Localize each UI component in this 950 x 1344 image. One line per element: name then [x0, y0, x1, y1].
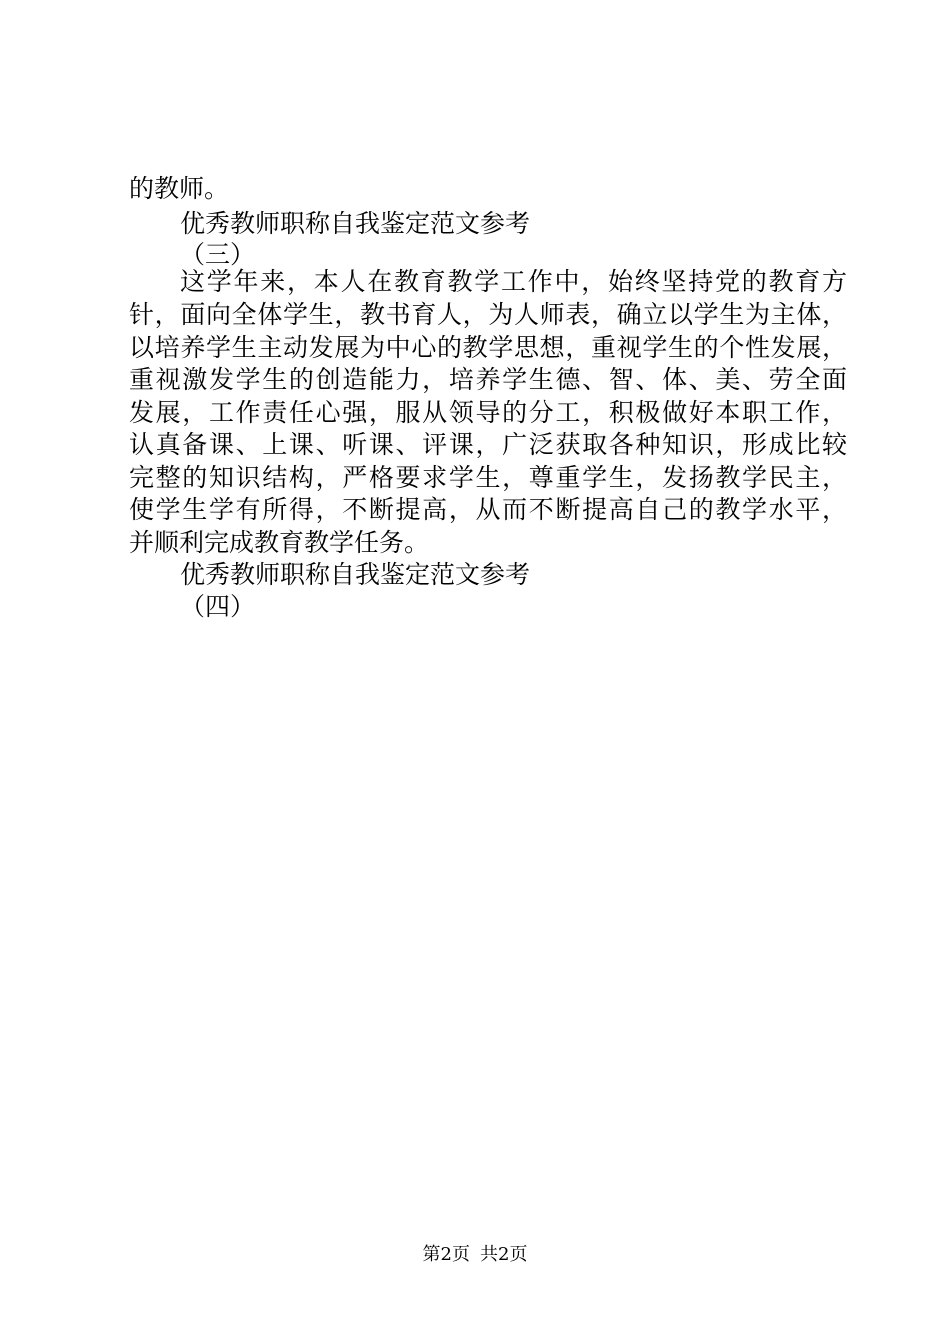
paragraph-line-1: 这学年来，本人在教育教学工作中，始终坚持党的教育方: [180, 267, 847, 296]
page-footer: [0, 1243, 950, 1267]
page-number-current: 第2页: [422, 1244, 470, 1265]
paragraph-line-2: 针，面向全体学生，教书育人，为人师表，确立以学生为主体，: [129, 300, 847, 329]
paragraph-line-5: 发展，工作责任心强，服从领导的分工，积极做好本职工作，: [129, 398, 847, 427]
paragraph-line-9: 并顺利完成教育教学任务。: [129, 528, 430, 557]
text-line-continuation: 的教师。: [129, 174, 230, 203]
paragraph-line-4: 重视激发学生的创造能力，培养学生德、智、体、美、劳全面: [129, 365, 847, 394]
section-heading-3: 优秀教师职称自我鉴定范文参考: [180, 209, 531, 238]
section-heading-4: 优秀教师职称自我鉴定范文参考: [180, 560, 531, 589]
paragraph-line-7: 完整的知识结构，严格要求学生，尊重学生，发扬教学民主，: [129, 463, 847, 492]
paragraph-line-3: 以培养学生主动发展为中心的教学思想，重视学生的个性发展，: [129, 333, 847, 362]
section-number-4: （四）: [180, 592, 256, 621]
page-number-total: 共2页: [480, 1244, 528, 1265]
paragraph-line-6: 认真备课、上课、听课、评课，广泛获取各种知识，形成比较: [129, 430, 847, 459]
paragraph-line-8: 使学生学有所得，不断提高，从而不断提高自己的教学水平，: [129, 495, 847, 524]
section-number-3: （三）: [180, 240, 256, 269]
